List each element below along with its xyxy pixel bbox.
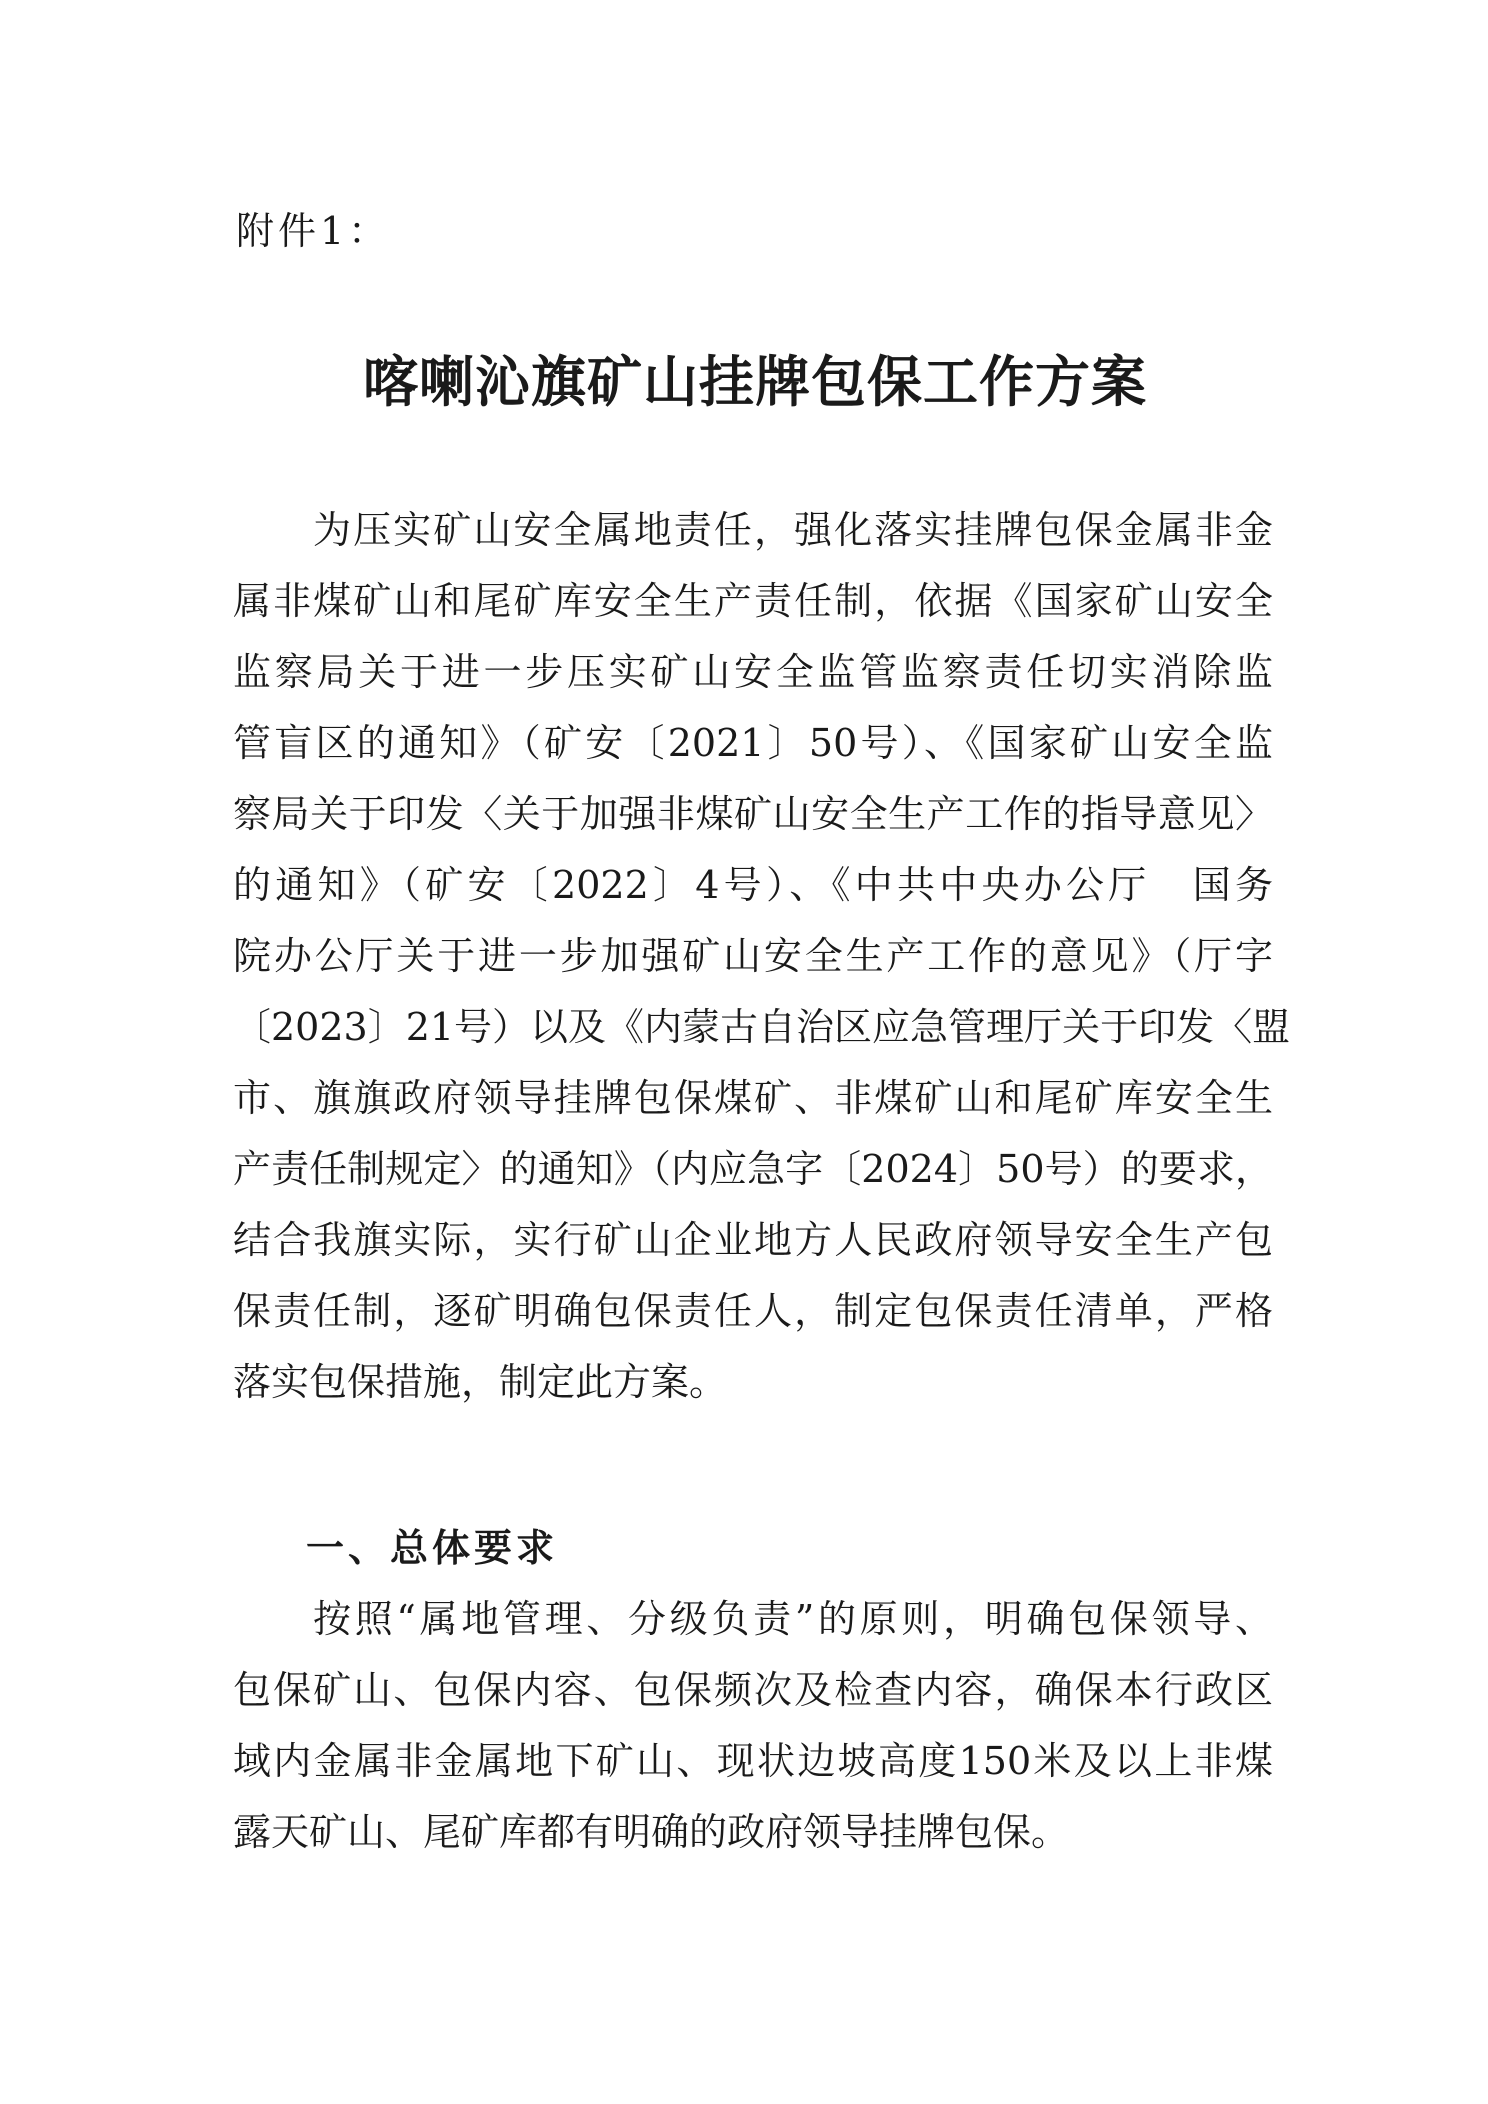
intro-line: 属非煤矿山和尾矿库安全生产责任制，依据《国家矿山安全 [233, 579, 1273, 623]
section-line: 露天矿山、尾矿库都有明确的政府领导挂牌包保。 [233, 1810, 1070, 1854]
intro-line: 管盲区的通知》（矿安〔2021〕50号）、《国家矿山安全监 [233, 721, 1273, 765]
intro-line: 察局关于印发〈关于加强非煤矿山安全生产工作的指导意见〉 [233, 792, 1273, 836]
intro-line: 监察局关于进一步压实矿山安全监管监察责任切实消除监 [233, 650, 1273, 694]
section-heading: 一、总体要求 [306, 1526, 559, 1570]
section-line: 域内金属非金属地下矿山、现状边坡高度150米及以上非煤 [233, 1739, 1273, 1783]
intro-line: 产责任制规定〉的通知》（内应急字〔2024〕50号）的要求， [233, 1147, 1273, 1191]
section-line: 包保矿山、包保内容、包保频次及检查内容，确保本行政区 [233, 1668, 1273, 1712]
intro-line: 落实包保措施，制定此方案。 [233, 1360, 728, 1404]
intro-line: 为压实矿山安全属地责任，强化落实挂牌包保金属非金 [313, 508, 1273, 552]
intro-line: 保责任制，逐矿明确包保责任人，制定包保责任清单，严格 [233, 1289, 1273, 1333]
intro-line: 市、旗旗政府领导挂牌包保煤矿、非煤矿山和尾矿库安全生 [233, 1076, 1273, 1120]
intro-line: 结合我旗实际，实行矿山企业地方人民政府领导安全生产包 [233, 1218, 1273, 1262]
section-line: 按照“属地管理、分级负责”的原则，明确包保领导、 [313, 1597, 1273, 1641]
intro-line: 院办公厅关于进一步加强矿山安全生产工作的意见》（厅字 [233, 934, 1273, 978]
intro-line: 的通知》（矿安〔2022〕4号）、《中共中央办公厅 国务 [233, 863, 1273, 907]
intro-line: 〔2023〕21号）以及《内蒙古自治区应急管理厅关于印发〈盟 [233, 1005, 1291, 1049]
attachment-label: 附件1： [236, 209, 391, 253]
document-title: 喀喇沁旗矿山挂牌包保工作方案 [362, 349, 1147, 414]
